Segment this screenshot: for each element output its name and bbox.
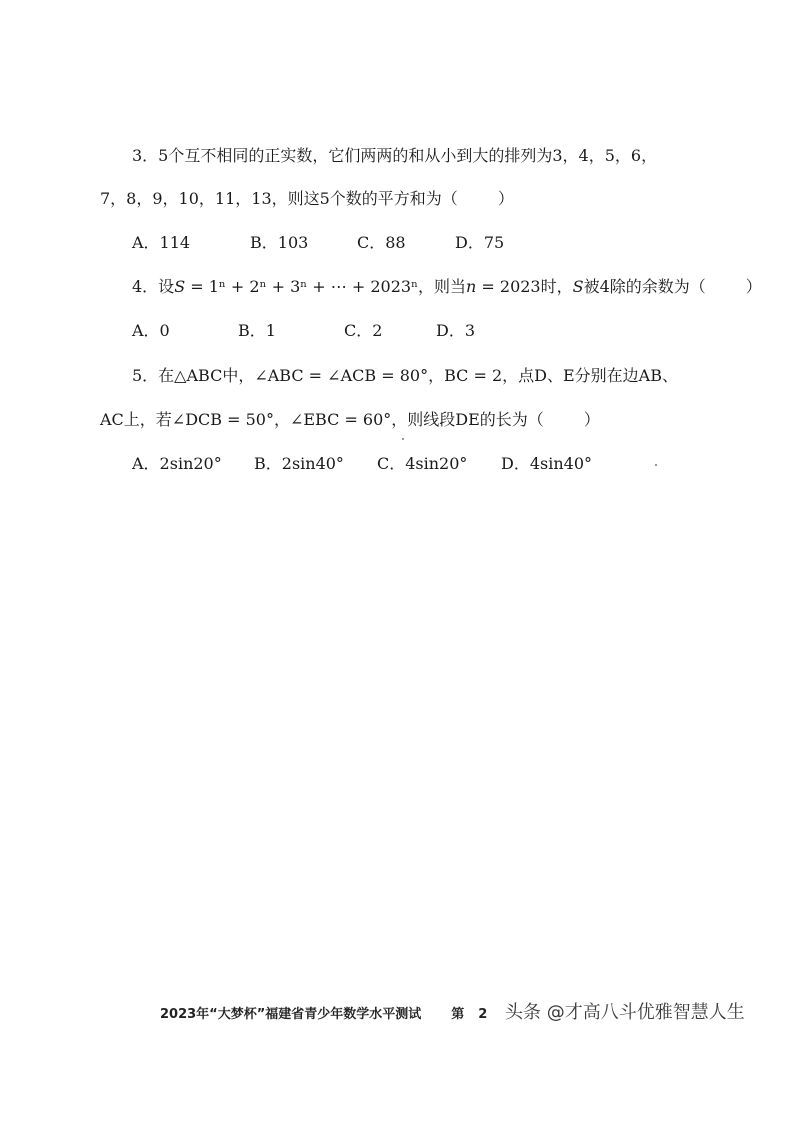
q3-option-a: A．114 <box>132 233 191 252</box>
q4-option-c: C．2 <box>344 321 383 340</box>
q4-expression: = 1ⁿ + 2ⁿ + 3ⁿ + ⋯ + 2023ⁿ，则当 <box>185 277 466 296</box>
q4-option-b: B．1 <box>238 321 276 340</box>
q4-options <box>132 321 475 341</box>
q3-option-d: D．75 <box>455 233 505 252</box>
q4-condition: = 2023时， <box>476 277 573 296</box>
q5-option-d: D．4sin40° <box>501 454 593 473</box>
q3-options <box>132 233 504 253</box>
q3-option-c: C．88 <box>357 233 406 252</box>
q5-options <box>132 454 592 474</box>
q5-option-c: C．4sin20° <box>377 454 468 473</box>
q3-option-b: B．103 <box>250 233 309 252</box>
q4-close-paren: ） <box>745 277 762 296</box>
scan-speck <box>402 438 404 440</box>
q5-option-b: B．2sin40° <box>254 454 344 473</box>
q3-line-2-text: 7，8，9，10，11，13，则这5个数的平方和为（ <box>100 189 458 208</box>
q4-var-s-2: S <box>572 277 584 296</box>
page-footer <box>160 1003 487 1022</box>
q4-line <box>132 277 762 297</box>
q4-option-a: A．0 <box>132 321 170 340</box>
q5-close-paren: ） <box>583 410 600 429</box>
q4-prefix: 4．设 <box>132 277 175 296</box>
q5-line-1: 5．在△ABC中，∠ABC = ∠ACB = 80°，BC = 2，点D、E分别在边AB、 <box>132 366 678 385</box>
q4-option-d: D．3 <box>436 321 476 340</box>
q5-option-a: A．2sin20° <box>132 454 222 473</box>
q3-close-paren: ） <box>497 189 514 208</box>
q3-line-2 <box>100 189 514 209</box>
footer-page-prefix: 第 <box>451 1007 465 1022</box>
q3-line-1: 3．5个互不相同的正实数，它们两两的和从小到大的排列为3，4，5，6， <box>132 146 658 165</box>
q4-tail: 被4除的余数为（ <box>583 277 706 296</box>
footer-page-number: 2 <box>478 1007 488 1022</box>
watermark: 头条 @才高八斗优雅智慧人生 <box>505 1002 745 1023</box>
scan-speck <box>655 464 657 466</box>
q5-line-2-text: AC上，若∠DCB = 50°，∠EBC = 60°，则线段DE的长为（ <box>100 410 544 429</box>
q4-var-n: n <box>466 277 477 296</box>
footer-title: 2023年“大梦杯”福建省青少年数学水平测试 <box>160 1007 422 1022</box>
q5-line-2 <box>100 410 600 430</box>
q4-var-s: S <box>174 277 186 296</box>
